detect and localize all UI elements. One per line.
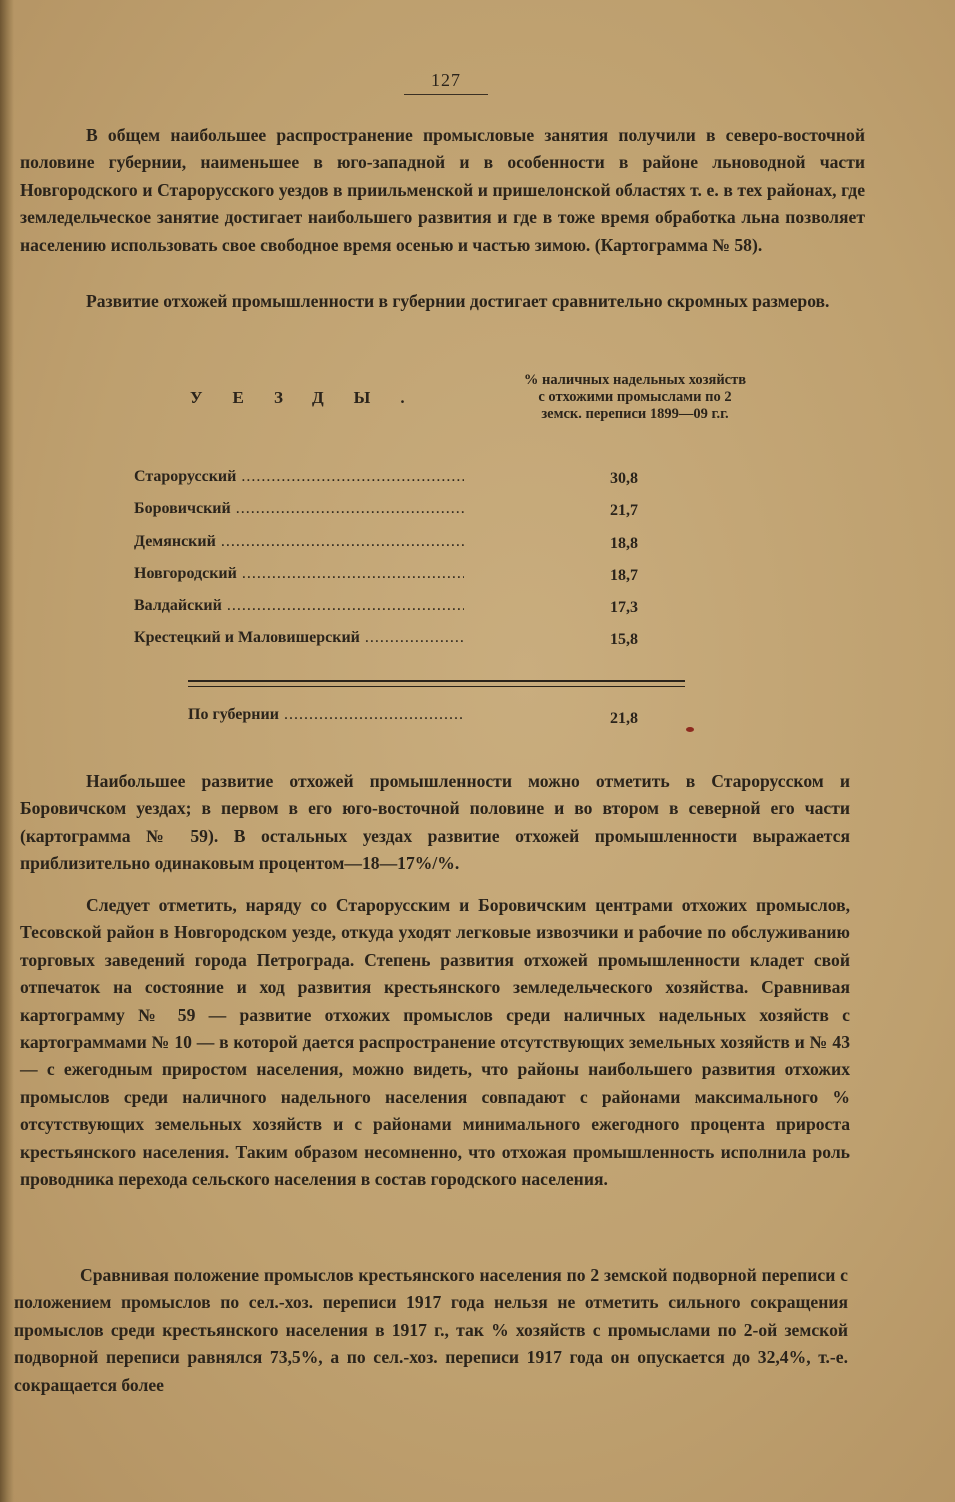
district-value: 15,8 <box>610 631 638 648</box>
table-total-row <box>188 706 748 736</box>
table-row <box>134 597 734 627</box>
district-name: Демянский ..... <box>134 533 464 551</box>
page-number: 127 <box>431 70 461 90</box>
district-value: 30,8 <box>610 470 638 487</box>
district-value: 21,7 <box>610 502 638 519</box>
district-value: 18,7 <box>610 567 638 584</box>
page-binding-edge <box>0 0 14 1502</box>
table-total-rule <box>188 680 685 687</box>
total-label: По губернии ..... <box>188 706 463 724</box>
table-row <box>134 468 734 498</box>
paragraph-1: В общем наибольшее распространение промысловые занятия получили в северо-восточной половине губернии, наименьшее в юго-западной и в особенности в районе льноводной части Новгородского и Старорусского уездов в приильменской и пришелонской областях т. е. в тех районах, где земледельческое занятие достигает наибольшего развития и где в тоже время обработка льна позволяет населению использовать свое свободное время осенью и частью зимою. (Картограмма № 58). <box>20 125 865 255</box>
district-name: Валдайский ..... <box>134 597 464 615</box>
page-number-rule <box>404 94 488 95</box>
total-value: 21,8 <box>610 710 638 727</box>
paragraph-3: Наибольшее развитие отхожей промышленности можно отметить в Старорусском и Боровичском уездах; в первом в его юго-восточной половине и во втором в северной его части (картограмма № 59). В остальных уездах развитие отхожей промышленности выражается приблизительно одинаковым процентом—18—17%/%. <box>20 771 850 874</box>
ink-mark <box>686 727 694 732</box>
paragraph-5: Сравнивая положение промыслов крестьянского населения по 2 земской подворной переписи с положением промыслов по сел.-хоз. переписи 1917 года нельзя не отметить сильного сокращения промыслов среди крестьянского населения в 1917 г., так % хозяйств с промыслами по 2-ой земской подворной переписи равнялся 73,5%, а по сел.-хоз. переписи 1917 года он опускается до 32,4%, т.-е. сокращается более <box>14 1265 848 1395</box>
paragraph-4: Следует отметить, наряду со Старорусским и Боровичским центрами отхожих промыслов, Тесовской район в Новгородском уезде, откуда уходят легковые извозчики и рабочие по обслуживанию торговых заведений города Петрограда. Степень развития отхожей промышленности кладет свой отпечаток на состояние и ход развития крестьянского земледельческого хозяйства. Сравнивая картограмму № 59 — развитие отхожих промыслов среди наличных надельных хозяйств с картограммами № 10 — в которой дается распространение отсутствующих земельных хозяйств и № 43 — с ежегодным приростом населения, можно видеть, что районы наибольшего развития отхожих промыслов среди наличного надельного населения совпадают с районами максимального % отсутствующих земельных хозяйств и с районами минимального ежегодного процента прироста крестьянского населения. Таким образом несомненно, что отхожая промышленность исполнила роль проводника перехода сельского населения в состав городского населения. <box>20 895 850 1190</box>
district-name: Боровичский ..... <box>134 500 464 518</box>
district-value: 17,3 <box>610 599 638 616</box>
district-name: Крестецкий и Маловишерский ..... <box>134 629 464 647</box>
table-header-districts: УЕЗДЫ. <box>190 388 435 407</box>
table-row <box>134 629 734 659</box>
district-name: Новгородский ..... <box>134 565 464 583</box>
district-name: Старорусский ..... <box>134 468 464 486</box>
table-row <box>134 533 734 563</box>
paragraph-2: Развитие отхожей промышленности в губернии достигает сравнительно скромных размеров. <box>86 291 830 311</box>
table-header-percent: % наличных надельных хозяйств с отхожими промыслами по 2 земск. переписи 1899—09 г.г. <box>523 372 747 422</box>
table-row <box>134 565 734 595</box>
district-value: 18,8 <box>610 535 638 552</box>
table-row <box>134 500 734 530</box>
